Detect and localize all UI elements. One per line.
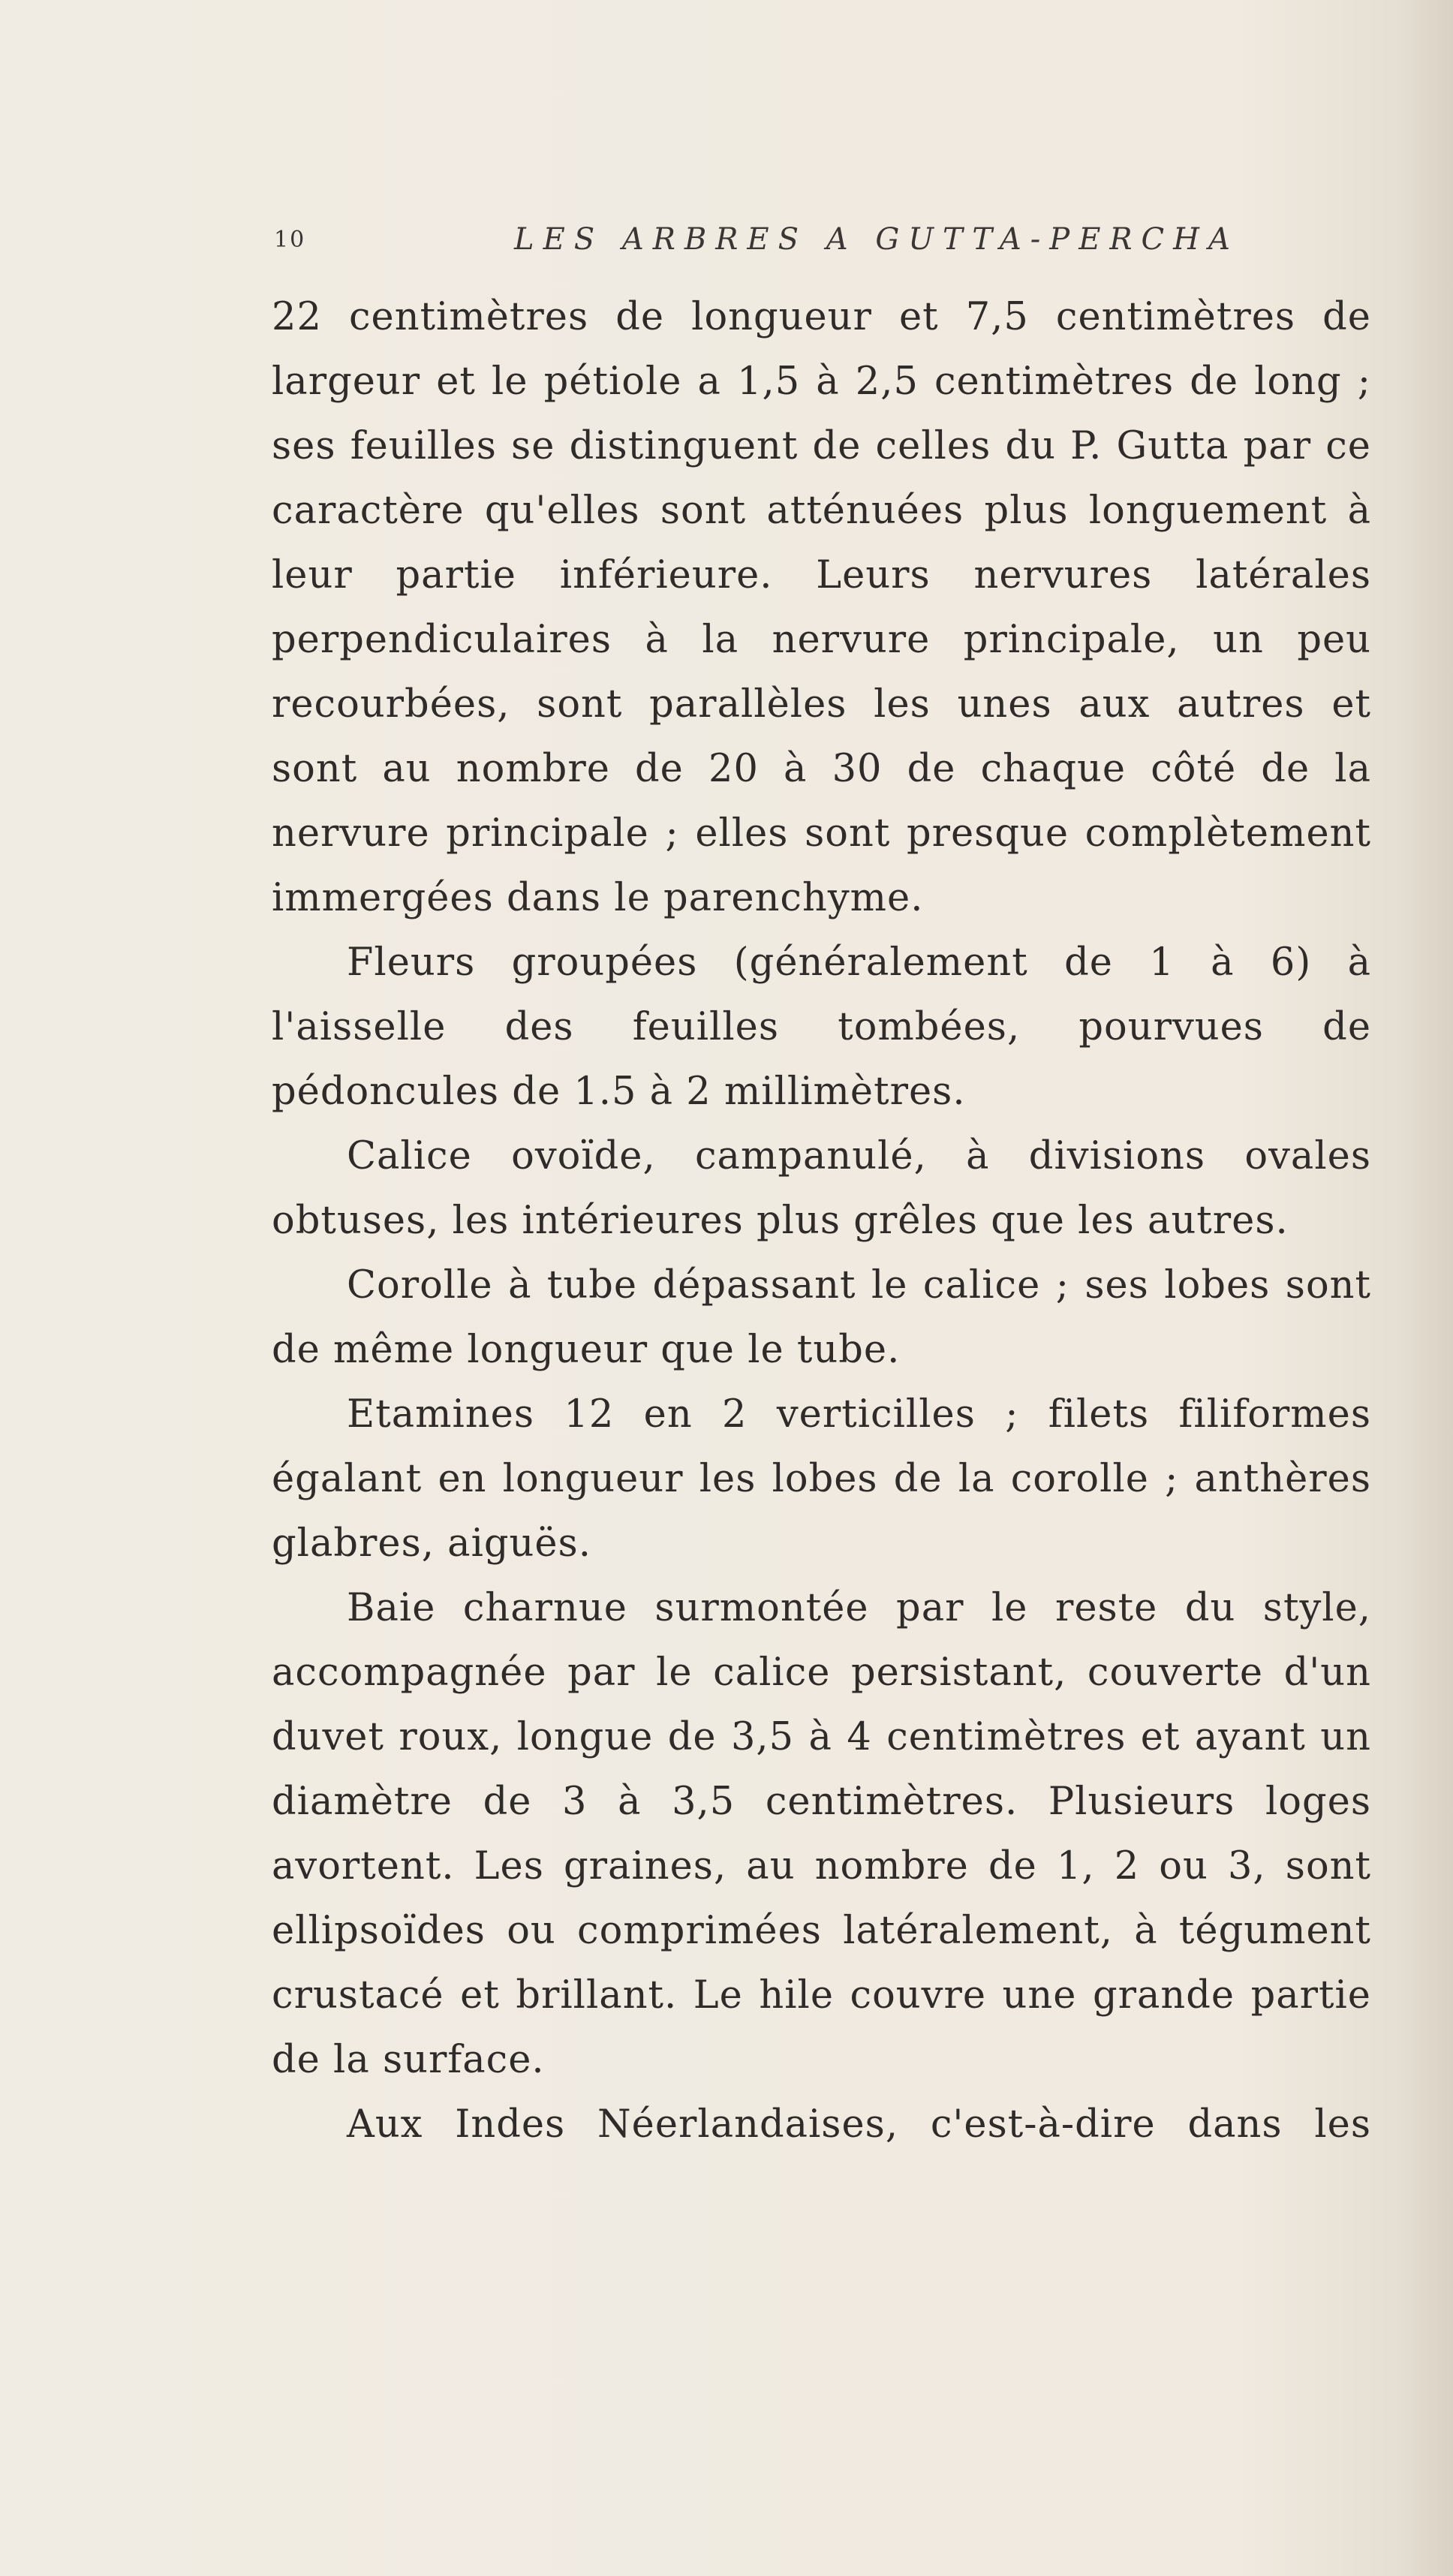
running-title: LES ARBRES A GUTTA-PERCHA: [514, 222, 1239, 257]
paragraph-calyx: Calice ovoïde, campanulé, à divisions ovales obtuses, les intérieures plus grêles que les autres.: [272, 1134, 1371, 1243]
paragraph-leaf-description: 22 centimètres de longueur et 7,5 centimètres de largeur et le pétiole a 1,5 à 2,5 centimètres de long ; ses feuilles se distinguent de celles du P. Gutta par ce caractère qu'elles sont atténuées plus longuement à leur partie inférieure. Leurs nervures latérales perpendiculaires à la nervure principale, un peu recourbées, sont parallèles les unes aux autres et sont au nombre de 20 à 30 de chaque côté de la nervure principale ; elles sont presque complètement immergées dans le parenchyme.: [272, 295, 1371, 920]
paragraph-stamens: Etamines 12 en 2 verticilles ; filets filiformes égalant en longueur les lobes de la corolle ; anthères glabres, aiguës.: [272, 1392, 1371, 1566]
paragraph-corolla: Corolle à tube dépassant le calice ; ses lobes sont de même longueur que le tube.: [272, 1263, 1371, 1372]
page-number: 10: [274, 227, 306, 253]
paragraph-berry: Baie charnue surmontée par le reste du style, accompagnée par le calice persistant, couverte d'un duvet roux, longue de 3,5 à 4 centimètres et ayant un diamètre de 3 à 3,5 centimètres. Plusieurs loges avortent. Les graines, au nombre de 1, 2 ou 3, sont ellipsoïdes ou comprimées latéralement, à tégument crustacé et brillant. Le hile couvre une grande partie de la surface.: [272, 1586, 1371, 2082]
paragraph-flowers: Fleurs groupées (généralement de 1 à 6) à l'aisselle des feuilles tombées, pourvues de pédoncules de 1.5 à 2 millimètres.: [272, 940, 1371, 1114]
running-head: [274, 222, 1370, 267]
paragraph-dutch-indies: Aux Indes Néerlandaises, c'est-à-dire dans les: [347, 2102, 1371, 2147]
body-text: [272, 285, 1371, 2157]
